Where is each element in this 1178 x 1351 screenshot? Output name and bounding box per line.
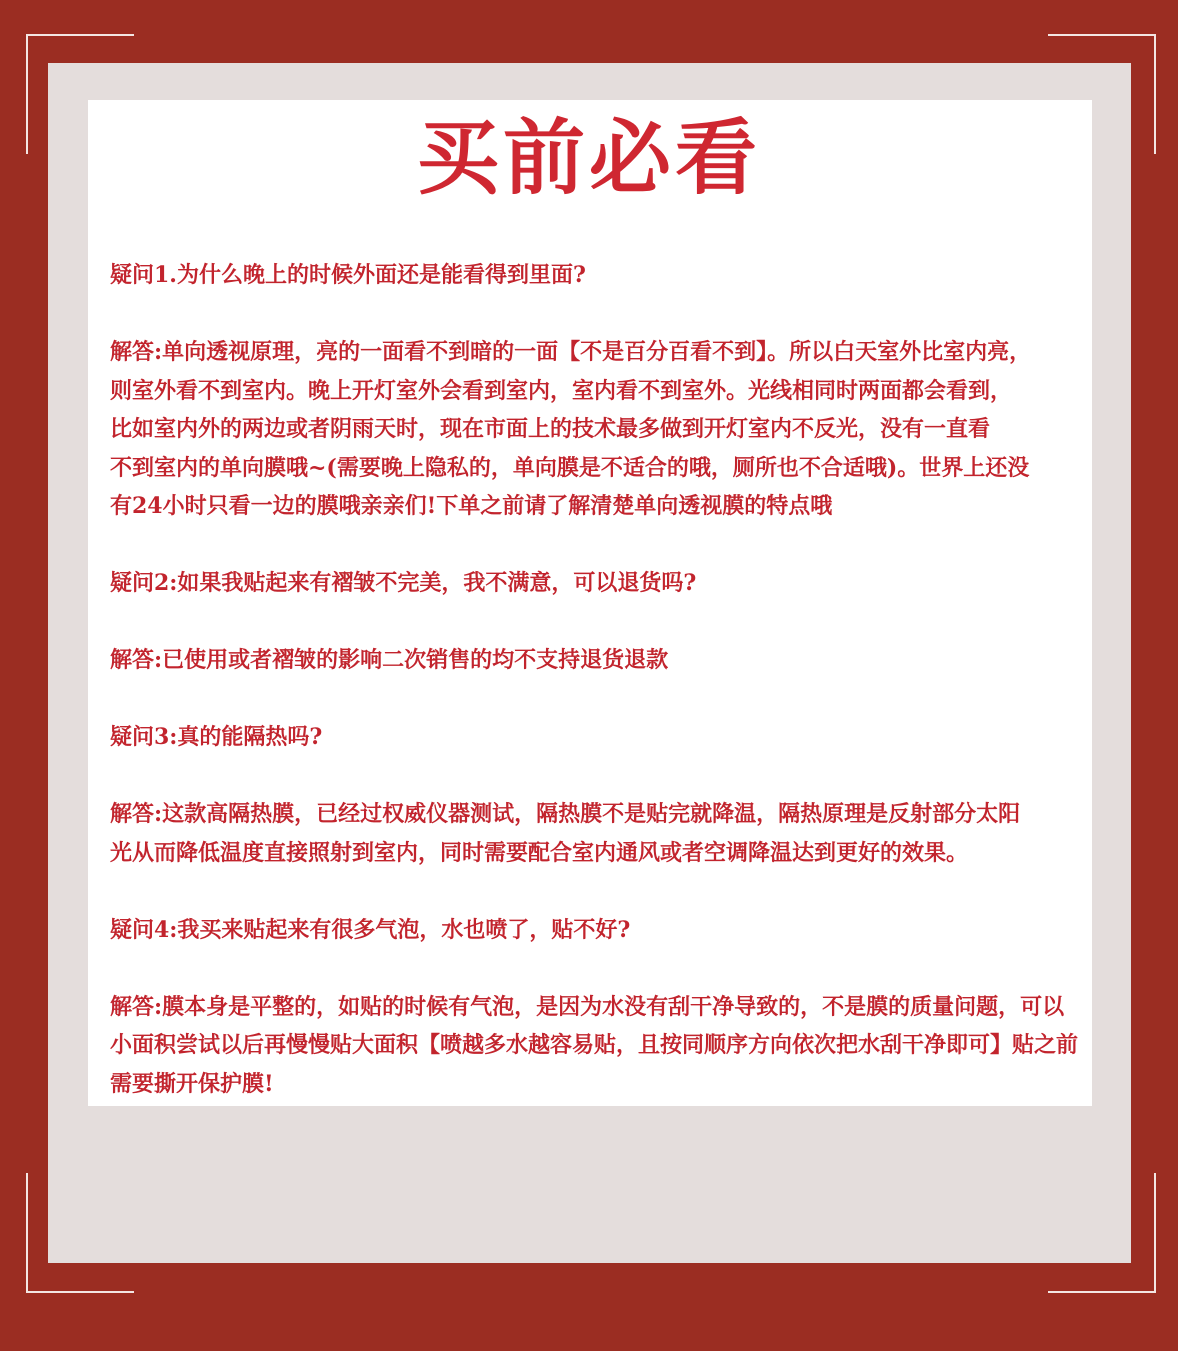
answer-1-line-5: 有24小时只看一边的膜哦亲亲们!下单之前请了解清楚单向透视膜的特点哦 <box>110 493 833 519</box>
question-3: 疑问3:真的能隔热吗? <box>110 724 323 750</box>
answer-1-line-3: 比如室内外的两边或者阴雨天时，现在市面上的技术最多做到开灯室内不反光，没有一直看 <box>110 416 991 442</box>
answer-1-line-1: 解答:单向透视原理，亮的一面看不到暗的一面【不是百分百看不到】。所以白天室外比室内亮， <box>110 339 1032 365</box>
question-2: 疑问2:如果我贴起来有褶皱不完美，我不满意，可以退货吗? <box>110 570 697 596</box>
answer-4-line-2: 小面积尝试以后再慢慢贴大面积【喷越多水越容易贴，且按同顺序方向依次把水刮干净即可】贴之前 <box>110 1032 1079 1058</box>
page-title: 买前必看 <box>416 111 761 206</box>
answer-1-line-4: 不到室内的单向膜哦~(需要晚上隐私的，单向膜是不适合的哦，厕所也不合适哦)。世界上还没 <box>110 454 1030 481</box>
answer-3-line-1: 解答:这款高隔热膜，已经过权威仪器测试，隔热膜不是贴完就降温，隔热原理是反射部分太阳 <box>110 801 1021 827</box>
answer-4-line-1: 解答:膜本身是平整的，如贴的时候有气泡，是因为水没有刮干净导致的，不是膜的质量问题，可以 <box>110 993 1065 1020</box>
answer-2-line-1: 解答:已使用或者褶皱的影响二次销售的均不支持退货退款 <box>110 647 669 673</box>
question-1: 疑问1.为什么晚上的时候外面还是能看得到里面? <box>110 262 586 288</box>
answer-4-line-3: 需要撕开保护膜! <box>110 1070 274 1097</box>
answer-3-line-2: 光从而降低温度直接照射到室内，同时需要配合室内通风或者空调降温达到更好的效果。 <box>110 839 969 866</box>
faq-content <box>110 256 1080 1103</box>
question-4: 疑问4:我买来贴起来有很多气泡，水也喷了，贴不好? <box>110 916 631 943</box>
answer-1-line-2: 则室外看不到室内。晚上开灯室外会看到室内，室内看不到室外。光线相同时两面都会看到， <box>110 377 1013 404</box>
